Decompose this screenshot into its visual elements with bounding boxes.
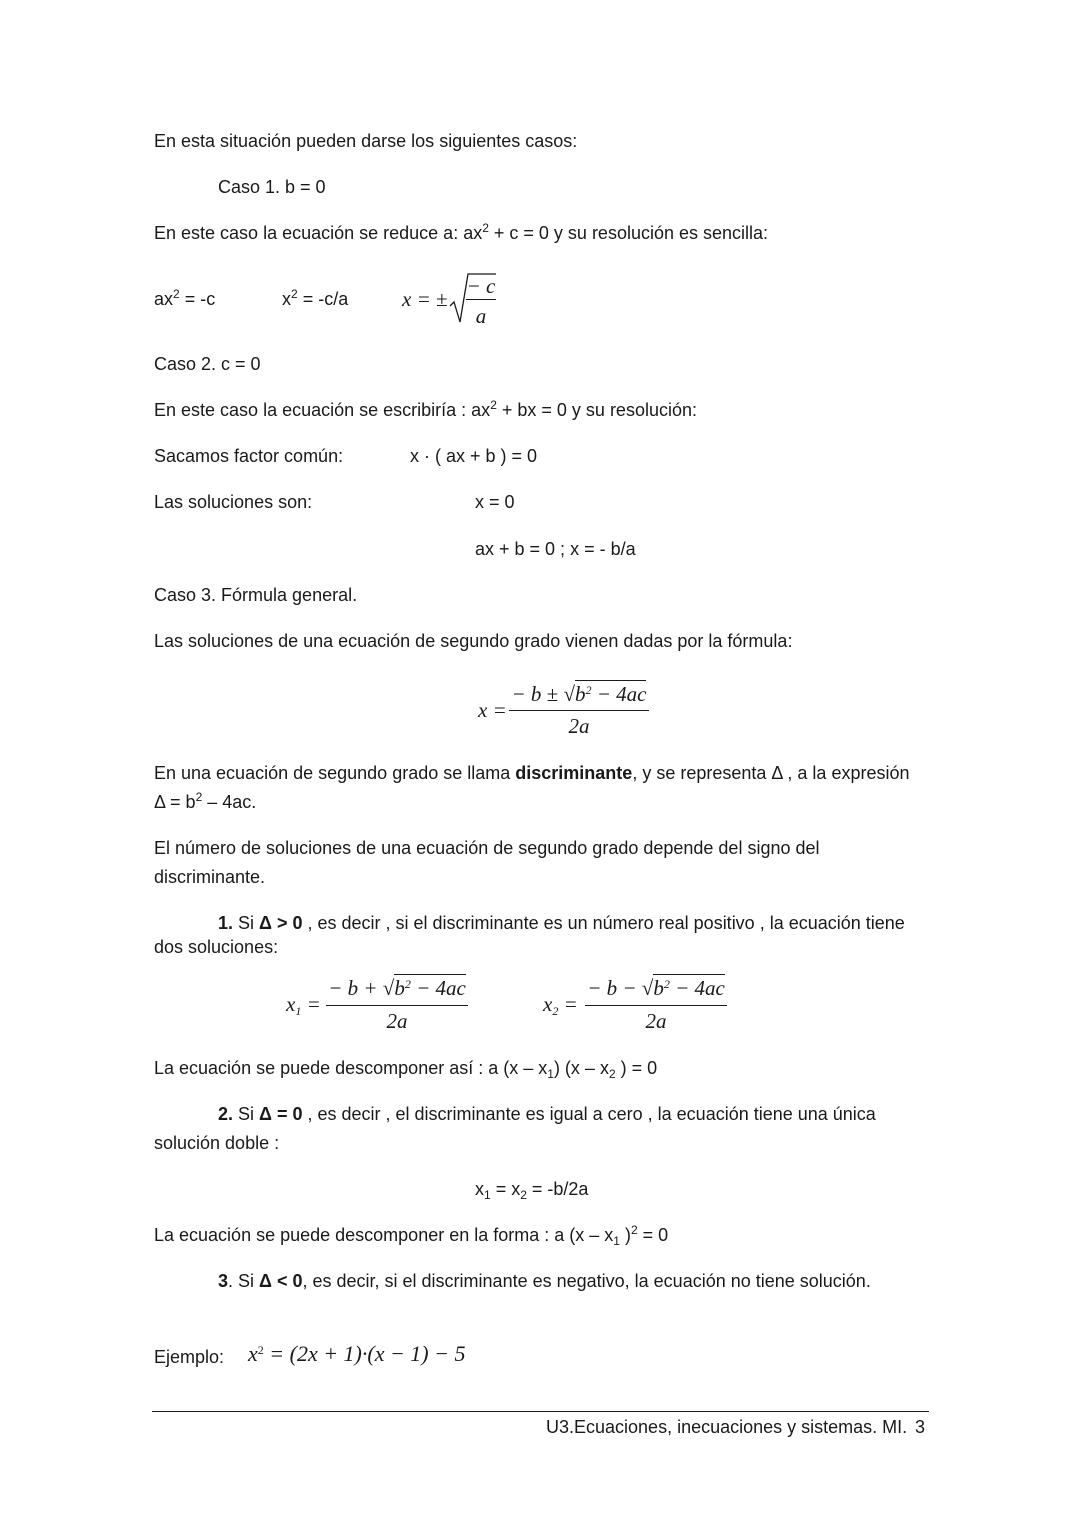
caso1-eq3-den: a: [475, 304, 487, 328]
general-formula-den: 2a: [568, 714, 590, 738]
caso1-eq2: $x^2 = -c/a$: [282, 287, 349, 309]
factor-label: Sacamos factor común:: [154, 446, 344, 466]
fraction-bar: [326, 1005, 468, 1006]
general-formula-num: − $b \pm √b^2 - 4ac$: [511, 682, 647, 706]
case-zero-decomposition: La ecuación se puede descomponer en la forma : a ($x - x_1$ )$^2$ = 0: [154, 1223, 669, 1248]
double-root-equation: $x_1 = x_2 = -b/2a$: [475, 1179, 589, 1202]
x1-num: − $b + √b^2 - 4ac$: [328, 976, 466, 1000]
footer-rule: [152, 1411, 929, 1412]
caso2-text: En este caso la ecuación se escribiría : $ax^2$ + bx = 0 y su resolución:: [154, 398, 697, 420]
caso1-title: Caso 1. b = 0: [218, 177, 326, 197]
fraction-bar: [509, 710, 649, 711]
caso1-eq3-lhs: x = ±: [402, 287, 448, 311]
x1-den: 2a: [386, 1009, 408, 1033]
factor-equation: x · ( ax + b ) = 0: [410, 446, 538, 466]
fraction-bar: [585, 1005, 727, 1006]
case-positive-line2: dos soluciones:: [154, 937, 279, 957]
page-number: 3: [915, 1417, 926, 1437]
case-positive-decomposition: La ecuación se puede descomponer así : a $(x - x_1)$ ($x - x_2$ ) = 0: [154, 1058, 658, 1081]
x2-num: − $b - √b^2 - 4ac$: [587, 976, 725, 1000]
discriminant-def-line1: En una ecuación de segundo grado se llama discriminante, y se representa Δ , a la expresión: [154, 763, 910, 783]
example-label: Ejemplo:: [154, 1347, 225, 1367]
caso1-eq3-fraction: [466, 272, 496, 328]
caso3-title: Caso 3. Fórmula general.: [154, 585, 358, 605]
discriminant-def-line2: $\Delta = b^2 - 4ac$.: [154, 790, 257, 812]
case-negative-line: 3. Si Δ < 0, es decir, si el discriminante es negativo, la ecuación no tiene solución.: [218, 1271, 871, 1291]
case-zero-line2: solución doble :: [154, 1133, 280, 1153]
caso2-title: Caso 2. c = 0: [154, 354, 261, 374]
solution-1: x = 0: [475, 492, 515, 512]
footer-title: U3.Ecuaciones, inecuaciones y sistemas. MI.: [546, 1417, 908, 1437]
x2-den: 2a: [645, 1009, 667, 1033]
fraction-bar: [466, 299, 496, 300]
intro-text: En esta situación pueden darse los siguientes casos:: [154, 131, 578, 151]
formula-lhs: x =: [478, 698, 507, 722]
caso1-eq3-num: − c: [466, 274, 496, 298]
solutions-count-line2: discriminante.: [154, 867, 266, 887]
x1-lhs: $x_1$ =: [286, 992, 321, 1018]
solution-2: ax + b = 0 ; x = - b/a: [475, 539, 636, 559]
x2-fraction: [585, 972, 727, 1036]
example-equation: $x^2 = (2x + 1)\cdot(x - 1) - 5$: [248, 1341, 466, 1366]
case-zero-line1: 2. Si Δ = 0 , es decir , el discriminante es igual a cero , la ecuación tiene una única: [218, 1104, 876, 1124]
solutions-label: Las soluciones son:: [154, 492, 313, 512]
x1-fraction: [326, 972, 468, 1036]
caso1-text: En este caso la ecuación se reduce a: $ax^2 + c = 0$ y su resolución es sencilla:: [154, 221, 769, 243]
x2-lhs: $x_2$ =: [543, 992, 578, 1018]
solutions-count-line1: El número de soluciones de una ecuación de segundo grado depende del signo del: [154, 838, 820, 858]
caso1-eq1: $ax^2 = -c$: [154, 287, 216, 309]
caso3-text: Las soluciones de una ecuación de segundo grado vienen dadas por la fórmula:: [154, 631, 793, 651]
general-formula-fraction: [509, 676, 649, 742]
case-positive-line1: 1. Si Δ > 0 , es decir , si el discriminante es un número real positivo , la ecuación tiene: [218, 913, 905, 933]
